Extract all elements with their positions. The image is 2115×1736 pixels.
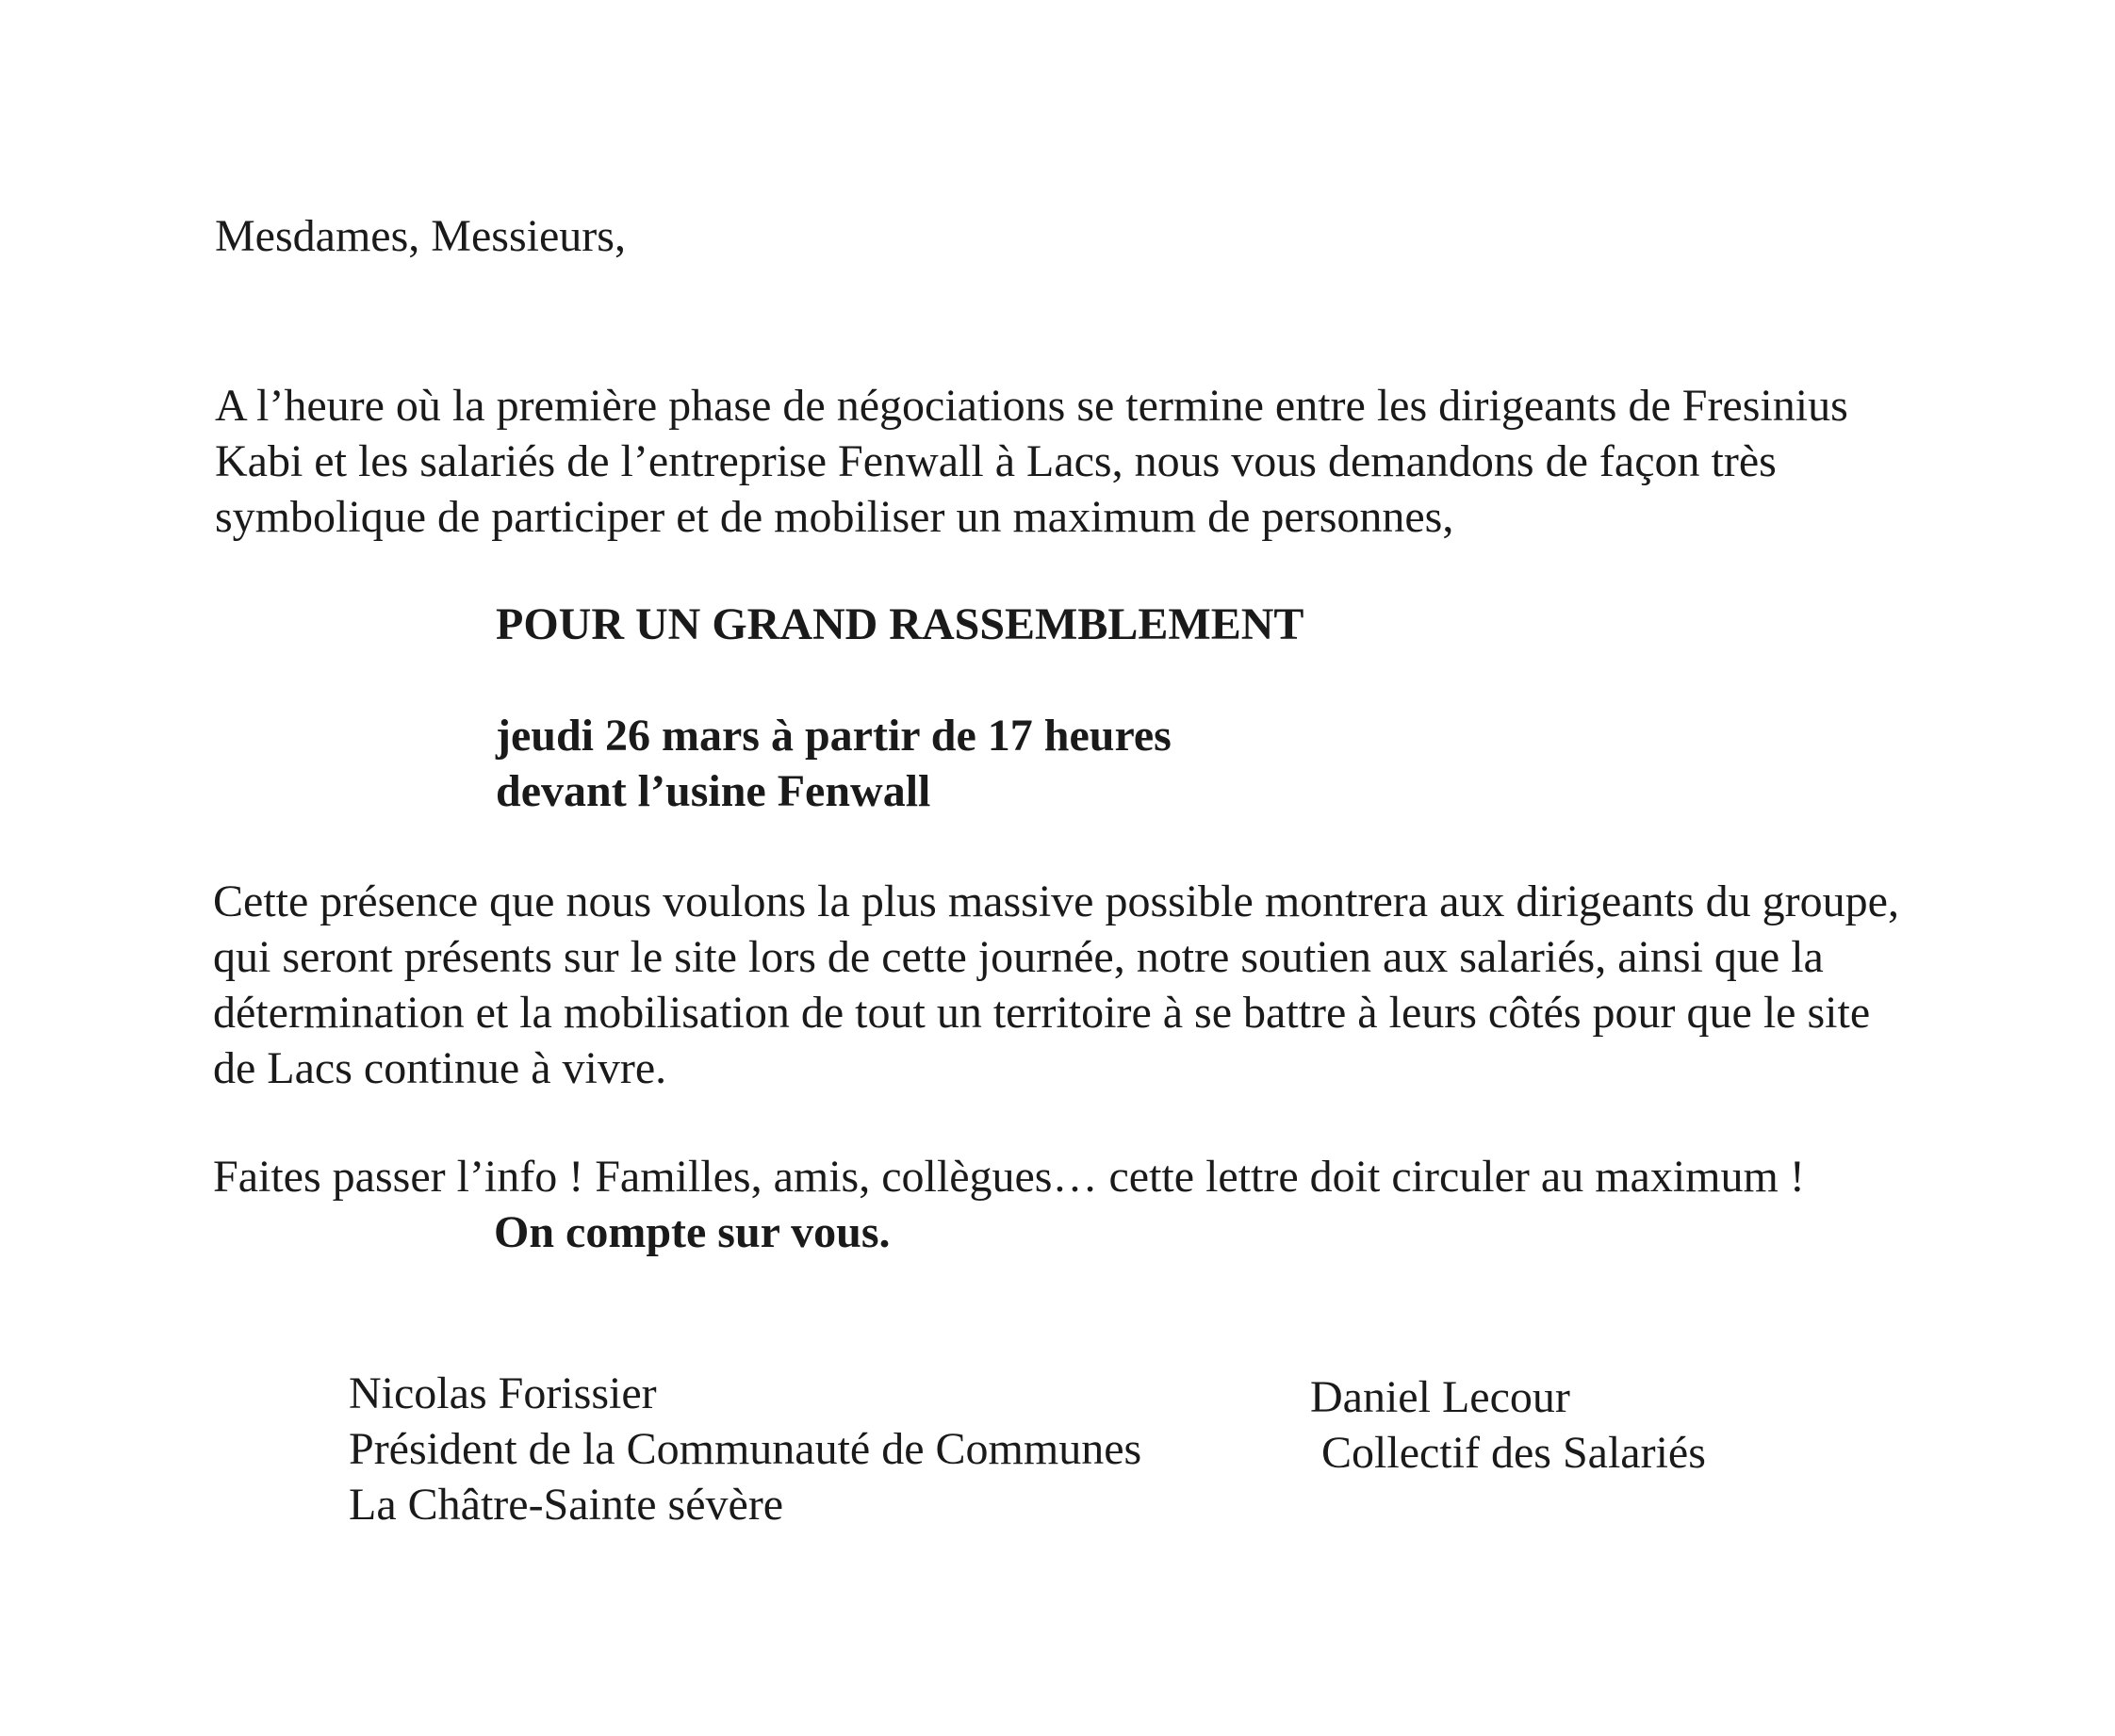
intro-line: symbolique de participer et de mobiliser un maximum de personnes, [215,492,1454,542]
signatory-name: Daniel Lecour [1310,1372,1570,1422]
closing: On compte sur vous. [494,1207,891,1257]
body-line: qui seront présents sur le site lors de cette journée, notre soutien aux salariés, ainsi que la [213,932,1824,982]
intro-line: Kabi et les salariés de l’entreprise Fenwall à Lacs, nous vous demandons de façon très [215,436,1777,486]
signatory-name: Nicolas Forissier [349,1368,657,1418]
body-line: Cette présence que nous voulons la plus massive possible montrera aux dirigeants du groupe, [213,876,1899,926]
body-line: de Lacs continue à vivre. [213,1043,667,1093]
headline: POUR UN GRAND RASSEMBLEMENT [496,599,1304,649]
body-line: détermination et la mobilisation de tout un territoire à se battre à leurs côtés pour que le site [213,988,1871,1038]
event-location: devant l’usine Fenwall [496,766,931,816]
event-date: jeudi 26 mars à partir de 17 heures [496,711,1172,761]
signatory-title: Président de la Communauté de Communes [349,1424,1142,1474]
call-to-action: Faites passer l’info ! Familles, amis, collègues… cette lettre doit circuler au maximum ! [213,1152,1805,1202]
signatory-title: Collectif des Salariés [1321,1428,1706,1478]
intro-line: A l’heure où la première phase de négociations se termine entre les dirigeants de Fresinius [215,381,1848,431]
salutation: Mesdames, Messieurs, [215,211,626,261]
signatory-title: La Châtre-Sainte sévère [349,1480,784,1530]
